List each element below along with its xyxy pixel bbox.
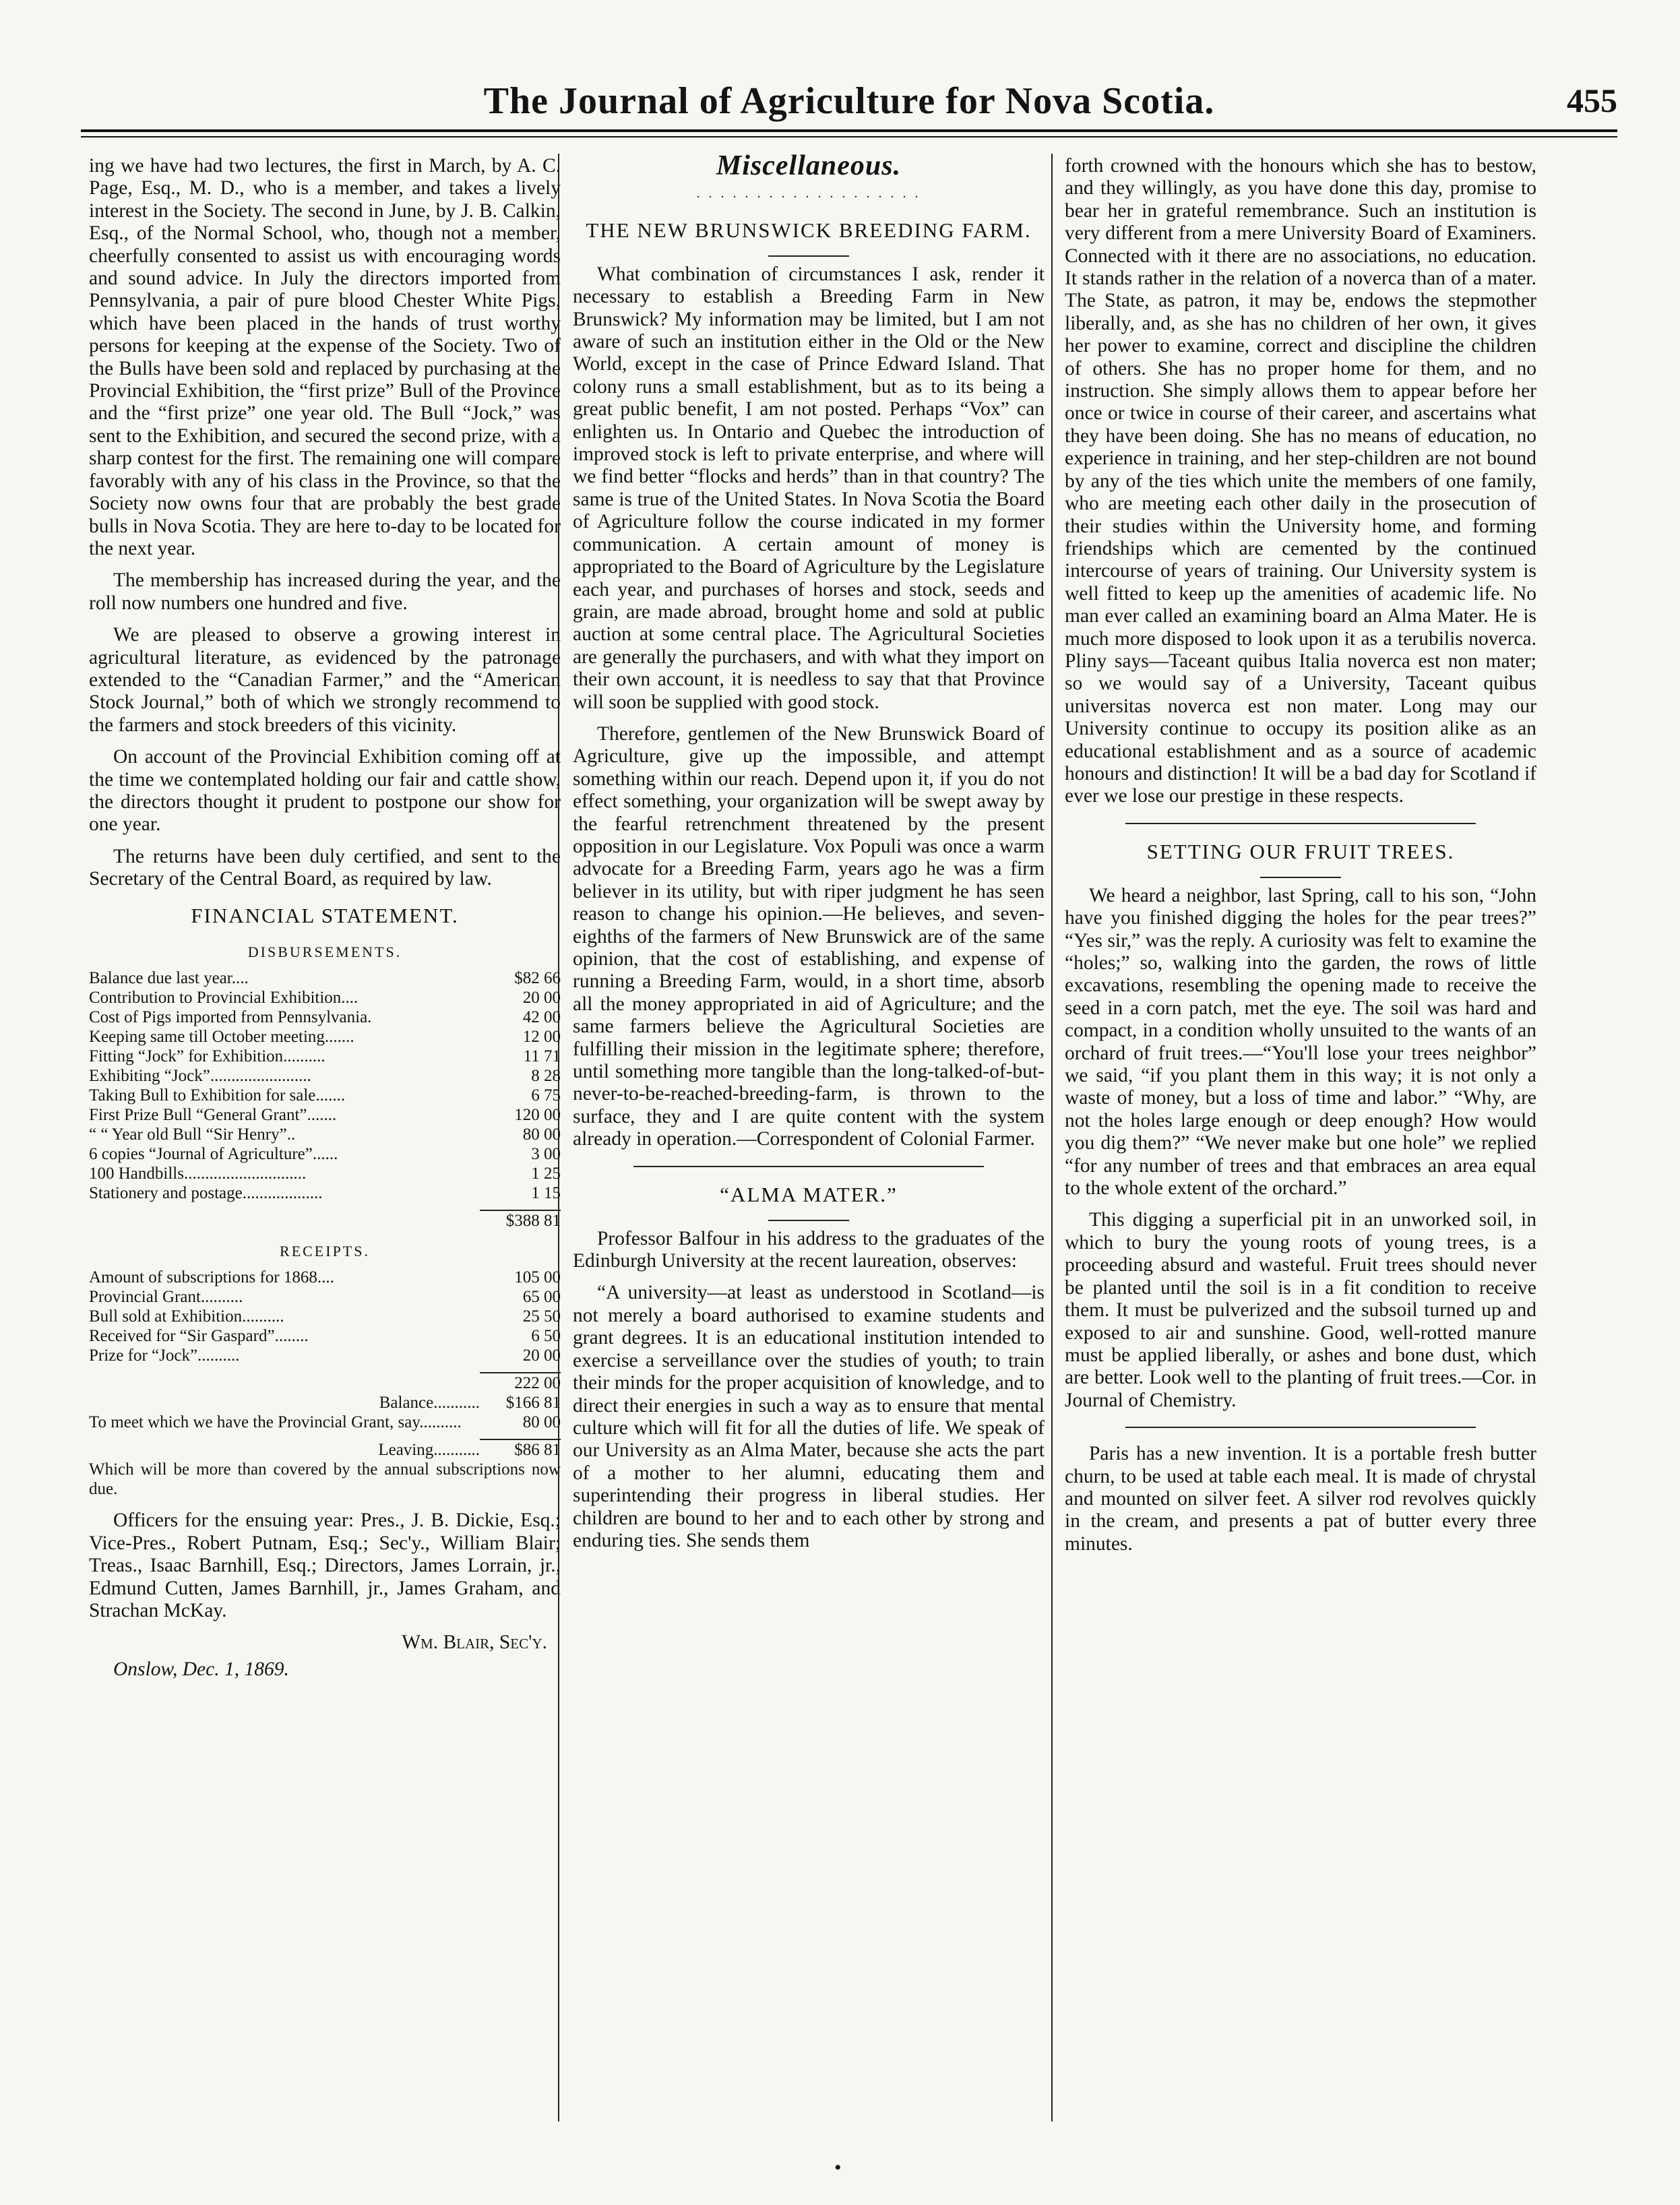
ledger-row — [89, 1287, 561, 1307]
ledger-row — [89, 1047, 561, 1066]
ledger-item: First Prize Bull “General Grant”....... — [89, 1106, 337, 1124]
ledger-amount: 65 00 — [522, 1288, 561, 1307]
covered-note: Which will be more than covered by the annual subscriptions now due. — [89, 1460, 561, 1499]
paragraph: The membership has increased during the year, and the roll now numbers one hundred and five. — [89, 569, 561, 614]
ledger-item: Bull sold at Exhibition.......... — [89, 1307, 284, 1326]
section-title: Miscellaneous. — [716, 150, 902, 181]
ledger-item: Prize for “Jock”.......... — [89, 1346, 240, 1365]
ledger-item: Provincial Grant.......... — [89, 1288, 243, 1307]
paragraph: “A university—at least as understood in Scotland—is not merely a board authorised to examine students and grant degrees. It is an educational institution intended to exercise a serveillance over the studies of youth; to train their minds for the proper acquisition of knowledge, and to direct their energies in such a way as to ensure that mental culture which will fit for all the duties of life. We speak of our University as an Alma Mater, because she acts the part of a mother to her alumni, educating them and superintending their progress in liberal studies. Her children are bound to her and to each other by strong and enduring ties. She sends them — [573, 1282, 1045, 1551]
financial-heading: FINANCIAL STATEMENT. — [191, 903, 459, 927]
ledger-item: “ “ Year old Bull “Sir Henry”.. — [89, 1125, 296, 1144]
ledger-amount: $82 66 — [514, 969, 561, 987]
dateline: Onslow, Dec. 1, 1869. — [113, 1658, 289, 1680]
disbursements-heading: DISBURSEMENTS. — [247, 943, 402, 960]
ledger-item: 6 copies “Journal of Agriculture”...... — [89, 1145, 338, 1163]
short-rule — [768, 1220, 849, 1221]
officers-paragraph: Officers for the ensuing year: Pres., J. B. Dickie, Esq.; Vice-Pres., Robert Putnam, Esq.; Sec'y., William Blair; Treas., Isaac Barnhill, Esq.; Directors, James Lorrain, jr., Edmund Cutten, James Barnhill, jr., James Graham, and Strachan McKay. — [89, 1510, 561, 1622]
ledger-row — [89, 1268, 561, 1287]
article-title: THE NEW BRUNSWICK BREEDING FARM. — [586, 218, 1032, 242]
column-2 — [573, 150, 1045, 1561]
ledger-item: Exhibiting “Jock”........................ — [89, 1067, 311, 1085]
receipts-total: 222 00 — [514, 1374, 561, 1393]
ledger-row — [89, 1027, 561, 1047]
paragraph: Therefore, gentlemen of the New Brunswick Board of Agriculture, give up the impossible, and attempt something within our reach. Depend upon it, if you do not effect something, your organization will be swept away by the fearful retrenchment threatened by the present opposition in our Legislature. Vox Populi was once a warm advocate for a Breeding Farm, years ago he was a firm believer in its utility, but with riper judgment he has seen reason to change his opinion.—He believes, and seven-eighths of the farmers of New Brunswick are of the same opinion, that the cost of establishing, and expense of running a Breeding Farm, would, in a short time, absorb all the money appropriated in aid of Agriculture; and the same farmers believe the Agricultural Societies are fulfilling their mission in the legitimate sphere; therefore, until something more tangible than the long-talked-of-but-never-to-be-reached-breeding-farm, is thrown to the surface, they and I are quite content with the system already in operation.—Correspondent of Colonial Farmer. — [573, 722, 1045, 1150]
ledger-row — [89, 1183, 561, 1203]
column-1 — [89, 155, 561, 1681]
ledger-item: Contribution to Provincial Exhibition.... — [89, 989, 359, 1007]
article-title: “ALMA MATER.” — [720, 1182, 898, 1206]
ledger-amount: 20 00 — [522, 1346, 561, 1365]
ledger-amount: 8 28 — [531, 1067, 561, 1085]
article-divider — [633, 1166, 984, 1167]
ledger-item: Fitting “Jock” for Exhibition.......... — [89, 1047, 325, 1065]
article-title: SETTING OUR FRUIT TREES. — [1146, 839, 1455, 863]
ledger-row — [89, 1346, 561, 1365]
paragraph: forth crowned with the honours which she has to bestow, and they willingly, as you have done this day, promise to bear her in grateful remembrance. Such an institution is very different from a mere University Board of Examiners. Connected with it there are no associations, no education. It stands rather in the relation of a noverca than of a mater. The State, as patron, it may be, endows the stepmother liberally, and, as she has no children of her own, it gives her power to examine, correct and discipline the children of others. She has no proper home for them, and no instruction. She simply allows them to appear before her once or twice in course of their career, and ascertains what they have been doing. She has no means of education, no experience in training, and her step-children are not bound by any of the ties which unite the members of one family, who are meeting each other daily in the prosecution of their studies within the University home, and forming friendships which are cemented by the continued intercourse of years of training. Our University system is well fitted to keep up the amenities of academic life. No man ever called an examining board an Alma Mater. He is much more disposed to look upon it as a terubilis noverca. Pliny says—Taceant quibus Italia noverca est non mater; so we would say of a University, Taceant quibus universitas noverca est non mater. Long may our University continue to occupy its position alike as an educational establishment and as a source of academic honours and distinction! It will be a bad day for Scotland if ever we lose our prestige in these respects. — [1065, 155, 1536, 807]
disbursements-total-row — [89, 1211, 561, 1231]
receipts-heading: RECEIPTS. — [280, 1243, 370, 1260]
ledger-item: Stationery and postage................... — [89, 1184, 323, 1202]
balance-label: Balance........... — [379, 1394, 480, 1412]
ledger-row — [89, 1086, 561, 1105]
ledger-amount: 11 71 — [523, 1047, 561, 1065]
paragraph: What combination of circumstances I ask, render it necessary to establish a Breeding Farm in New Brunswick? My information may be limited, but I am not aware of such an institution either in the Old or the New World, except in the case of Prince Edward Island. That colony runs a small establishment, but as to its being a great public benefit, I am not posted. Perhaps “Vox” can enlighten us. In Ontario and Quebec the introduction of improved stock is left to private enterprise, and where will we find better “flocks and herds” than in that country? The same is true of the United States. In Nova Scotia the Board of Agriculture follow the course indicated in my former communication. A certain amount of money is appropriated to the Board of Agriculture by the Legislature each year, and purchases of horses and stock, seeds and grain, are made abroad, brought home and sold at public auction at some central place. The Agricultural Societies are generally the purchasers, and with what they import on their own account, it is needless to say that that Province will soon be supplied with good stock. — [573, 263, 1045, 713]
page-mark: • — [834, 2156, 842, 2179]
masthead — [81, 80, 1617, 128]
ledger-item: 100 Handbills............................. — [89, 1164, 307, 1183]
ledger-amount: 6 50 — [531, 1327, 561, 1346]
paragraph: We heard a neighbor, last Spring, call to his son, “John have you finished digging the holes for the pear trees?” “Yes sir,” was the reply. A curiosity was felt to examine the “holes;” so, walking into the garden, the rows of little excavations, resembling the opening made to receive the seed in a corn patch, met the eye. The soil was hard and compact, in a condition wholly unsuited to the wants of an orchard of fruit trees.—“You'll lose your trees neighbor” we said, “if you plant them in this way; it is not only a waste of money, but a loss of time and labor.” “Why, are not the holes large enough or deep enough? How would you dig them?” “We never make but one hole” we replied “for any number of trees and that embraces an area equal to the whole extent of the orchard.” — [1065, 884, 1536, 1200]
paragraph: We are pleased to observe a growing interest in agricultural literature, as evidenced by the patronage extended to the “Canadian Farmer,” and the “American Stock Journal,” both of which we strongly recommend to the farmers and stock breeders of this vicinity. — [89, 624, 561, 736]
ledger-amount: 80 00 — [522, 1125, 561, 1144]
ledger-amount: 20 00 — [522, 989, 561, 1007]
paragraph: The returns have been duly certified, and sent to the Secretary of the Central Board, as required by law. — [89, 845, 561, 890]
leaving-label: Leaving........... — [378, 1441, 480, 1460]
grant-value: 80 00 — [522, 1413, 561, 1432]
ledger-amount: 12 00 — [522, 1028, 561, 1046]
ledger-amount: 42 00 — [522, 1008, 561, 1026]
ledger-row — [89, 1326, 561, 1346]
ledger-amount: 105 00 — [514, 1268, 561, 1287]
paragraph: Paris has a new invention. It is a portable fresh butter churn, to be used at table each meal. It is made of chrystal and mounted on silver feet. A silver rod revolves quickly in the cream, and presents a pat of butter every three minutes. — [1065, 1443, 1536, 1555]
ledger-row — [89, 988, 561, 1007]
balance-value: $166 81 — [505, 1394, 561, 1412]
ledger-amount: 25 50 — [522, 1307, 561, 1326]
ornament-dots: . . . . . . . . . . . . . . . . . . . — [696, 186, 921, 201]
ledger-amount: 1 15 — [531, 1184, 561, 1202]
disbursements-table — [89, 968, 561, 1203]
paragraph: On account of the Provincial Exhibition coming off at the time we contemplated holding our fair and cattle show, the directors thought it prudent to postpone our show for one year. — [89, 746, 561, 836]
receipts-table — [89, 1268, 561, 1365]
page-number: 455 — [1567, 82, 1617, 119]
ledger-row — [89, 1164, 561, 1183]
ledger-amount: 3 00 — [531, 1145, 561, 1163]
leaving-value: $86 81 — [514, 1441, 561, 1460]
ledger-row — [89, 1066, 561, 1086]
column-3 — [1065, 155, 1536, 1565]
leaving-table — [89, 1440, 561, 1499]
disbursements-total: $388 81 — [505, 1212, 561, 1230]
article-divider — [1125, 1427, 1476, 1428]
ledger-item: Cost of Pigs imported from Pennsylvania. — [89, 1008, 372, 1026]
article-divider — [1125, 823, 1476, 824]
ledger-row — [89, 1125, 561, 1144]
ledger-row — [89, 968, 561, 988]
paragraph: This digging a superficial pit in an unworked soil, in which to bury the young roots of young trees, is a proceeding absurd and wasteful. Fruit trees should never be planted until the soil is in a fit condition to receive them. It must be pulverized and the subsoil turned up and exposed to air and sunshine. Good, well-rotted manure must be applied liberally, or ashes and bone dust, which are better. Look well to the planting of fruit trees.—Cor. in Journal of Chemistry. — [1065, 1209, 1536, 1411]
ledger-row — [89, 1144, 561, 1164]
ledger-item: Received for “Sir Gaspard”........ — [89, 1327, 309, 1346]
ledger-item: Keeping same till October meeting....... — [89, 1028, 354, 1046]
ledger-row — [89, 1105, 561, 1125]
paragraph: ing we have had two lectures, the first in March, by A. C. Page, Esq., M. D., who is a member, and takes a lively interest in the Society. The second in June, by J. B. Calkin, Esq., of the Normal School, who, though not a member, cheerfully consented to assist us with encouraging words and sound advice. In July the directors imported from Pennsylvania, a pair of pure blood Chester White Pigs, which have been placed in the hands of trust worthy persons for keeping at the expense of the Society. Two of the Bulls have been sold and replaced by purchasing at the Provincial Exhibition, the “first prize” Bull of the Province and the “first prize” one year old. The Bull “Jock,” was sent to the Exhibition, and secured the second prize, with a sharp contest for the first. The remaining one will compare favorably with any of his class in the Province, so that the Society now owns four that are probably the best grade bulls in Nova Scotia. They are here to-day to be located for the next year. — [89, 155, 561, 559]
ledger-amount: 120 00 — [514, 1106, 561, 1124]
grant-label: To meet which we have the Provincial Grant, say.......... — [89, 1413, 462, 1432]
header-rule-thick — [81, 129, 1617, 132]
paragraph: Professor Balfour in his address to the graduates of the Edinburgh University at the recent laureation, observes: — [573, 1227, 1045, 1272]
ledger-item: Amount of subscriptions for 1868.... — [89, 1268, 334, 1287]
signature: Wm. Blair, Sec'y. — [402, 1632, 547, 1654]
journal-title: The Journal of Agriculture for Nova Scotia. — [483, 80, 1215, 122]
ledger-item: Balance due last year.... — [89, 969, 249, 987]
short-rule — [768, 255, 849, 257]
ledger-row — [89, 1307, 561, 1326]
ledger-amount: 6 75 — [531, 1086, 561, 1105]
balance-table — [89, 1373, 561, 1432]
ledger-item: Taking Bull to Exhibition for sale....... — [89, 1086, 346, 1105]
header-rule-thin — [81, 136, 1617, 137]
ledger-row — [89, 1007, 561, 1027]
ledger-amount: 1 25 — [531, 1164, 561, 1183]
column-divider — [1051, 154, 1053, 2121]
short-rule — [1260, 877, 1341, 878]
